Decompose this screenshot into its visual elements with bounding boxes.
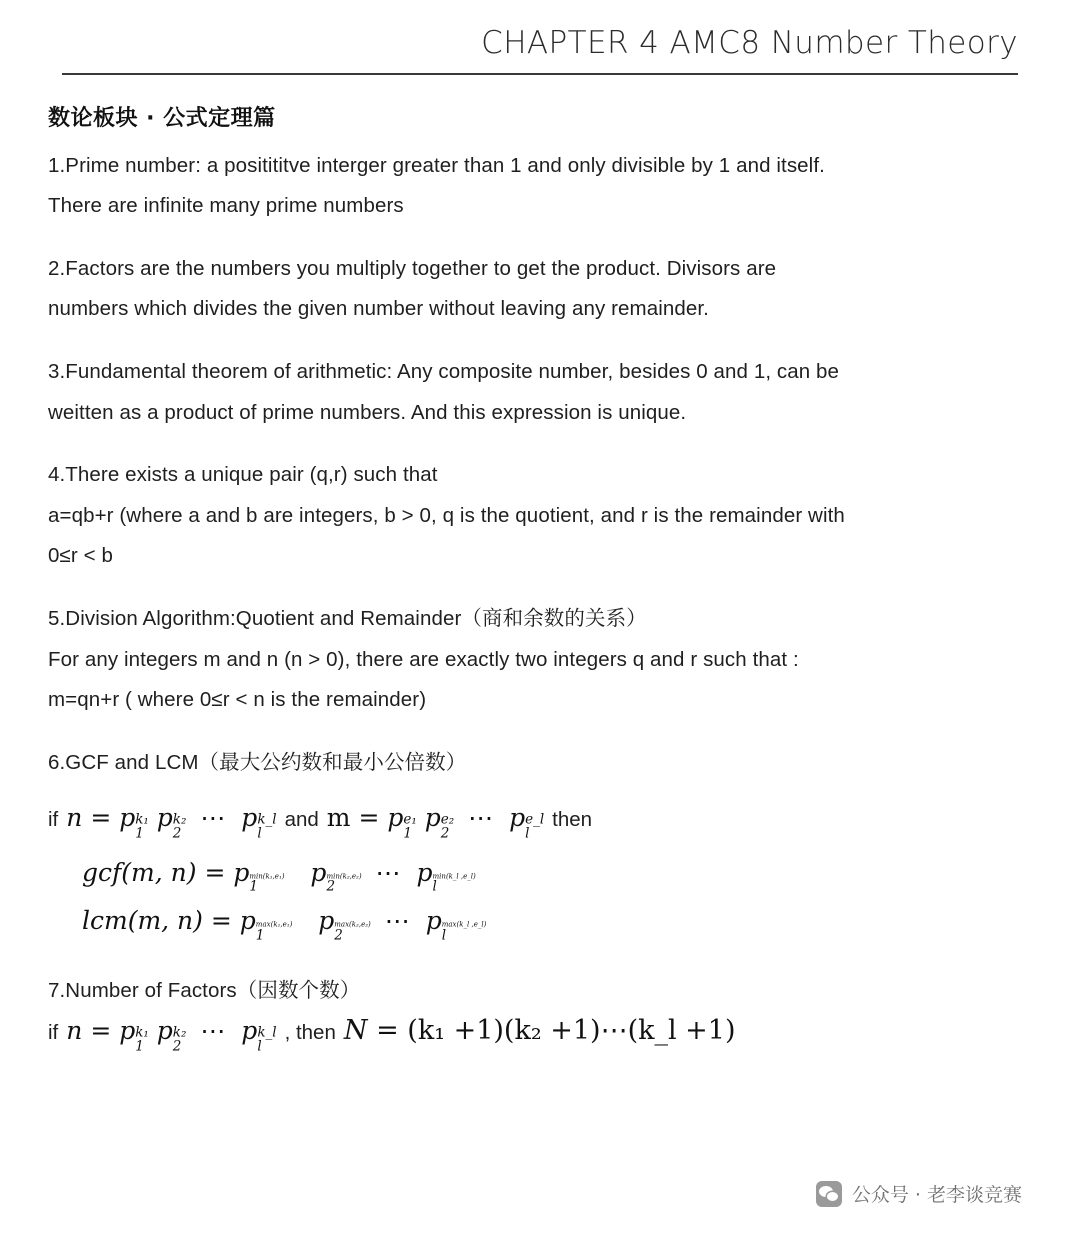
watermark-text: 公众号 · 老李谈竞赛 [851, 1184, 1022, 1206]
math-subscript: l [432, 878, 437, 895]
text-line: 4.There exists a unique pair (q,r) such that [48, 463, 438, 487]
text-line: 2.Factors are the numbers you multiply together to get the product. Divisors are [48, 256, 777, 280]
paragraph-number-of-factors [48, 971, 1022, 1012]
math-term [241, 803, 277, 843]
text-line: weitten as a product of prime numbers. And this expression is unique. [48, 400, 687, 424]
math-subscript: l [257, 1038, 262, 1055]
math-var-p: p [387, 803, 404, 833]
math-ellipsis: ⋯ [375, 857, 403, 887]
math-equals: = [358, 803, 380, 833]
text-line: a=qb+r (where a and b are integers, b > 0, q is the quotient, and r is the remainder with [48, 503, 845, 527]
math-exponent [433, 872, 476, 879]
math-var-p: p [156, 803, 173, 833]
math-subscript: 1 [403, 826, 412, 843]
math-exponent: e_l [525, 811, 545, 828]
math-term [424, 803, 462, 843]
math-equals: = [90, 803, 112, 833]
math-term [509, 803, 545, 843]
math-ellipsis: ⋯ [200, 803, 228, 833]
chapter-title: CHAPTER 4 AMC8 Number Theory [481, 25, 1018, 61]
math-exponent: e₂ [440, 811, 455, 828]
math-then-label: , then [284, 1021, 336, 1045]
math-var-p: p [119, 1016, 136, 1046]
math-exponent: e₁ [403, 811, 417, 828]
math-var-m: m [326, 803, 351, 833]
page-header [0, 0, 1080, 75]
math-subscript: 1 [135, 826, 144, 843]
math-term [119, 803, 157, 843]
text-line: numbers which divides the given number without leaving any remainder. [48, 297, 709, 321]
footer-watermark [816, 1180, 1022, 1207]
text-line: 6.GCF and LCM（最大公约数和最小公倍数） [48, 750, 467, 774]
math-subscript: 2 [334, 927, 343, 944]
math-equals: = [210, 906, 232, 936]
math-exponent: k₁ [135, 1024, 149, 1041]
math-gcf-expression [82, 858, 476, 897]
math-var-p: p [239, 906, 256, 936]
math-equals: = [90, 1016, 112, 1046]
math-exponent: k₂ [172, 811, 187, 828]
math-min-label: min [326, 871, 340, 881]
math-subscript: 2 [172, 1038, 182, 1055]
math-min-label: min [432, 871, 446, 881]
math-var-p: p [119, 803, 136, 833]
math-subscript: 1 [249, 878, 258, 895]
math-exponent [442, 921, 487, 928]
math-max-label: max [334, 919, 350, 929]
math-term [156, 803, 195, 843]
math-var-p: p [156, 1016, 173, 1046]
text-line: 5.Division Algorithm:Quotient and Remainder（商和余数的关系） [48, 606, 647, 630]
text-line: 1.Prime number: a positititve interger greater than 1 and only divisible by 1 and itself. [48, 153, 825, 177]
text-line: For any integers m and n (n > 0), there are exactly two integers q and r such that : [48, 647, 799, 671]
math-var-p: p [318, 906, 335, 936]
math-term [241, 1016, 277, 1055]
math-expression-n2 [66, 1016, 276, 1056]
math-term [318, 906, 379, 944]
math-exponent: k₁ [135, 811, 149, 828]
math-func-gcf: gcf [82, 857, 122, 887]
math-and-label: and [284, 808, 319, 832]
formula-lcm [48, 906, 1022, 945]
text-line: There are infinite many prime numbers [48, 194, 404, 218]
math-expression-m [327, 803, 544, 843]
formula-group-gcf-lcm [48, 858, 1022, 945]
math-if-label: if [48, 808, 59, 832]
paragraph-unique-pair [48, 455, 1022, 577]
math-func-lcm: lcm [82, 906, 128, 936]
section-heading: 数论板块 · 公式定理篇 [48, 105, 276, 131]
text-line: 0≤r < b [48, 544, 113, 568]
math-var-n: n [66, 803, 83, 833]
math-term [387, 803, 424, 843]
math-ellipsis: ⋯ [384, 906, 412, 936]
math-exponent: k₂ [172, 1024, 187, 1041]
math-term [239, 906, 301, 944]
math-expression-n [66, 803, 276, 843]
text-line: m=qn+r ( where 0≤r < n is the remainder) [48, 688, 427, 712]
math-subscript: 1 [255, 927, 265, 944]
formula-gcf-lcm-premise [48, 803, 1022, 843]
paragraph-prime-number [48, 146, 1022, 227]
math-product: (k₁ +1)(k₂ +1)⋯(k_l +1) [407, 1015, 736, 1047]
math-if-label: if [48, 1021, 59, 1045]
math-min-arg: (k₂,e₂) [339, 871, 362, 881]
math-term [119, 1016, 157, 1055]
math-max-arg: (k_l ,e_l) [456, 919, 487, 929]
math-var-p: p [425, 906, 442, 936]
math-var-p: p [241, 1016, 258, 1046]
math-term [416, 857, 476, 895]
math-then-label: then [552, 808, 593, 832]
document-body [0, 75, 1080, 1057]
math-ellipsis: ⋯ [468, 803, 496, 833]
math-min-label: min [249, 871, 263, 881]
paragraph-factors-divisors [48, 249, 1022, 330]
paragraph-fundamental-theorem [48, 352, 1022, 433]
math-subscript: l [257, 826, 262, 843]
math-args: (m, n) [121, 857, 197, 887]
math-var-p: p [424, 803, 441, 833]
math-equals: = [204, 857, 226, 887]
math-args: (m, n) [127, 906, 203, 936]
math-subscript: 1 [135, 1038, 144, 1055]
formula-number-of-factors [48, 1015, 1022, 1056]
math-max-label: max [255, 919, 271, 929]
math-var-p: p [310, 857, 327, 887]
math-max-label: max [441, 919, 457, 929]
math-term [233, 857, 292, 895]
math-var-p: p [233, 857, 250, 887]
math-var-n: n [66, 1016, 83, 1046]
math-term [425, 906, 487, 944]
math-exponent: k_l [257, 811, 277, 828]
text-line: 3.Fundamental theorem of arithmetic: Any composite number, besides 0 and 1, can be [48, 360, 840, 384]
math-min-arg: (k₁,e₁) [262, 871, 285, 881]
math-exponent: k_l [257, 1024, 277, 1041]
math-subscript: 2 [440, 826, 450, 843]
math-equals: = [376, 1015, 399, 1047]
formula-gcf [48, 858, 1022, 897]
math-subscript: l [441, 927, 447, 944]
math-term [156, 1016, 195, 1055]
math-max-arg: (k₁,e₁) [270, 919, 293, 929]
math-var-p: p [241, 803, 258, 833]
math-subscript: 2 [326, 878, 336, 895]
math-max-arg: (k₂,e₂) [349, 919, 371, 929]
math-subscript: 2 [172, 826, 182, 843]
math-lcm-expression [82, 906, 486, 945]
math-min-arg: (k_l ,e_l) [445, 871, 476, 881]
math-var-p: p [509, 803, 526, 833]
math-factor-count [344, 1015, 736, 1046]
math-ellipsis: ⋯ [200, 1016, 228, 1046]
paragraph-gcf-lcm [48, 743, 1022, 784]
wechat-icon [816, 1181, 842, 1207]
math-var-N: N [343, 1015, 368, 1047]
math-term [310, 857, 369, 895]
text-line: 7.Number of Factors（因数个数） [48, 978, 361, 1002]
math-subscript: l [525, 826, 530, 843]
paragraph-division-algorithm [48, 599, 1022, 721]
math-var-p: p [416, 857, 433, 887]
